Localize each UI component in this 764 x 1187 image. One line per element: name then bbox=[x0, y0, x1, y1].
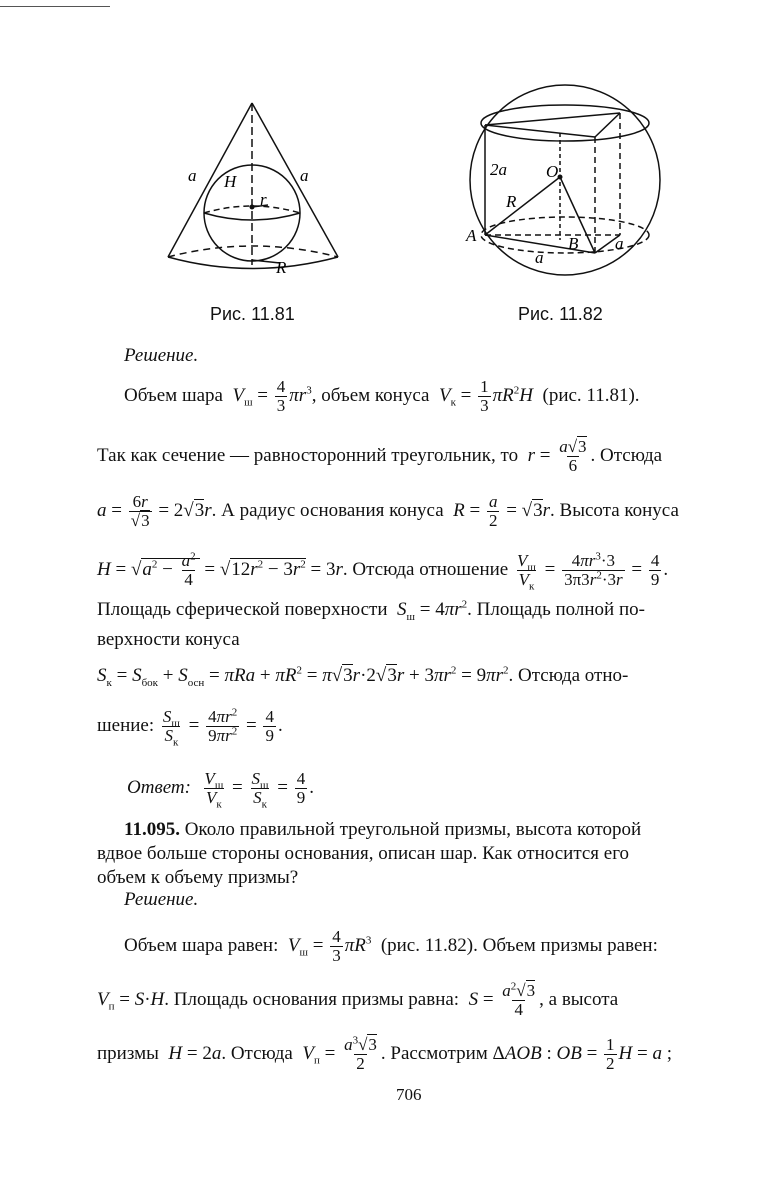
frac-Vsh-Vk: $\frac{V_ш}{V_к}$ bbox=[517, 551, 536, 593]
fig1-label-a-right: a bbox=[300, 166, 309, 185]
l5: Площадь сферической поверхности bbox=[97, 599, 388, 620]
solution-heading-2: Решение. bbox=[124, 889, 199, 910]
frac-a-sqrt3-6: $\frac{a√3}{6}$ bbox=[559, 437, 587, 475]
fig2-label-a-bottom: a bbox=[535, 248, 544, 267]
l5-b: . Площадь полной по- bbox=[467, 599, 645, 620]
fig1-label-a-left: a bbox=[188, 166, 197, 185]
problem-number: 11.095. bbox=[124, 819, 180, 840]
fig1-label-R: R bbox=[276, 258, 287, 277]
answer-line: Ответ: $\frac{V_ш}{V_к}$ = $\frac{S_ш}{S_к}$ = $\frac{4}{9}$ . bbox=[127, 769, 314, 811]
fig2-label-B: B bbox=[568, 234, 579, 253]
text-line-2: Так как сечение — равносторонний треугольник, то r = $\frac{a√3}{6}$ . Отсюда bbox=[97, 437, 663, 475]
frac-4-9: $\frac{4}{9}$ bbox=[650, 551, 660, 589]
fig2-label-a-right: a bbox=[615, 234, 624, 253]
text-line-10: $V_п = S\cdot H$. Площадь основания призмы равна: S = $\frac{a^2√3}{4}$ , а высота bbox=[97, 980, 619, 1019]
frac-4-3: $\frac{4}{3}$ bbox=[276, 377, 286, 415]
l7-end: . Отсюда отно- bbox=[508, 665, 629, 686]
problem-text-1: Около правильной треугольной призмы, высота которой bbox=[184, 819, 642, 840]
l1-a: Объем шара bbox=[124, 384, 223, 406]
problem-line-2: вдвое больше стороны основания, описан шар. Как относится его bbox=[97, 843, 630, 864]
frac-4pir3-3: $\frac{4\pi r^3\cdot 3}{3\pi 3r^2\cdot 3r}$ bbox=[564, 550, 623, 589]
figure-prism-sphere bbox=[460, 75, 670, 285]
l10-a: . Площадь основания призмы равна: bbox=[164, 988, 460, 1010]
frac-6r-sqrt3: $\frac{6r}{√3}$ bbox=[130, 492, 150, 530]
frac-1-2: $\frac{1}{2}$ bbox=[606, 1035, 615, 1073]
answer-label: Ответ: bbox=[127, 776, 191, 798]
frac-Ssh-Sk-ans: $\frac{S_ш}{S_к}$ bbox=[251, 769, 269, 811]
frac-1-3: $\frac{1}{3}$ bbox=[480, 377, 489, 415]
text-line-9: Объем шара равен: $V_ш$ = $\frac{4}{3}$ $\pi R^3$ (рис. 11.82). Объем призмы равен: bbox=[124, 927, 658, 965]
text-line-4: $H = √a^2$ − $\frac{a^2}{4}$ = $√12r^2 - 3r^2 = 3r$. Отсюда отношение $\frac{V_ш}{V_к}$ = $\frac{4\pi r^3\cdot 3}{3\pi 3r^2\cdot 3r}$ = $\frac{4}{9}$ . bbox=[97, 550, 669, 593]
l8: шение: bbox=[97, 714, 155, 736]
l2-a: Так как сечение — равносторонний треугольник, то bbox=[97, 444, 519, 466]
l9-b: (рис. 11.82). Объем призмы равен: bbox=[380, 934, 658, 956]
fig2-label-2a: 2a bbox=[490, 160, 507, 179]
caption-fig-11-82: Рис. 11.82 bbox=[518, 304, 603, 324]
page-number: 706 bbox=[396, 1085, 422, 1104]
frac-a3sqrt3-2: $\frac{a^3√3}{2}$ bbox=[344, 1034, 377, 1073]
l1-c: (рис. 11.81). bbox=[542, 384, 640, 406]
l4-a: . Отсюда отношение bbox=[342, 558, 509, 580]
text-line-7: $S_к = S_{бок} + S_{осн} = \pi Ra + \pi R^2 = \pi√3r\cdot 2√3r + 3\pi r^2 = 9\pi r^2$. Отсюда отно- bbox=[97, 664, 629, 689]
l10-b: , а высота bbox=[539, 988, 619, 1010]
text-line-1: Объем шара $V_ш$ = $\frac{4}{3}$ $\pi r^3$, объем конуса $V_к$ = $\frac{1}{3}$ $\pi R^2H$ (рис. 11.81). bbox=[124, 377, 640, 415]
caption-fig-11-81: Рис. 11.81 bbox=[210, 304, 295, 324]
text-line-6: верхности конуса bbox=[97, 629, 240, 650]
figure-cone-sphere bbox=[160, 95, 350, 280]
fig1-label-r: r bbox=[260, 190, 267, 209]
problem-line-3: объем к объему призмы? bbox=[97, 867, 299, 888]
l11-a: призмы bbox=[97, 1042, 159, 1064]
fig2-label-R: R bbox=[506, 192, 517, 211]
frac-a-2: $\frac{a}{2}$ bbox=[488, 492, 498, 530]
problem-line-1 bbox=[124, 818, 641, 842]
frac-Ssh-Sk: $\frac{S_ш}{S_к}$ bbox=[162, 707, 180, 749]
l11-b: . Отсюда bbox=[221, 1042, 293, 1064]
l2-b: . Отсюда bbox=[590, 444, 663, 466]
text-line-11: призмы H = 2a. Отсюда $V_п$ = $\frac{a^3√3}{2}$ . Рассмотрим ΔAOB : OB = $\frac{1}{2}$ H = a ; bbox=[97, 1034, 673, 1073]
frac-4-9-ans: $\frac{4}{9}$ bbox=[296, 769, 306, 807]
fig2-label-O: O bbox=[546, 162, 559, 181]
text-line-3: a = $\frac{6r}{√3}$ = 2√3r. А радиус основания конуса R = $\frac{a}{2}$ = √3r. Высота конуса bbox=[97, 492, 679, 530]
l9-a: Объем шара равен: bbox=[124, 934, 279, 956]
frac-a2-4: $\frac{a^2}{4}$ bbox=[181, 550, 196, 589]
l3-b: . Высота конуса bbox=[550, 499, 679, 521]
l11-c: . Рассмотрим bbox=[380, 1042, 488, 1064]
solution-heading-1: Решение. bbox=[124, 345, 199, 366]
fig2-label-A: A bbox=[466, 226, 477, 245]
fig1-label-H: H bbox=[224, 172, 237, 191]
frac-Vsh-Vk-ans: $\frac{V_ш}{V_к}$ bbox=[204, 769, 224, 811]
frac-4-9-b: $\frac{4}{9}$ bbox=[265, 707, 274, 745]
frac-a2sqrt3-4: $\frac{a^2√3}{4}$ bbox=[502, 980, 536, 1019]
frac-4-3-b: $\frac{4}{3}$ bbox=[332, 927, 341, 965]
l3-a: . А радиус основания конуса bbox=[211, 499, 444, 521]
top-rule bbox=[0, 6, 110, 7]
frac-4pir2-9pir2: $\frac{4\pi r^2}{9\pi r^2}$ bbox=[208, 706, 238, 745]
l1-b: , объем конуса bbox=[311, 384, 430, 406]
text-line-5: Площадь сферической поверхности $S_ш = 4\pi r^2$. Площадь полной по- bbox=[97, 598, 645, 623]
text-line-8: шение: $\frac{S_ш}{S_к}$ = $\frac{4\pi r^2}{9\pi r^2}$ = $\frac{4}{9}$ . bbox=[97, 706, 283, 749]
